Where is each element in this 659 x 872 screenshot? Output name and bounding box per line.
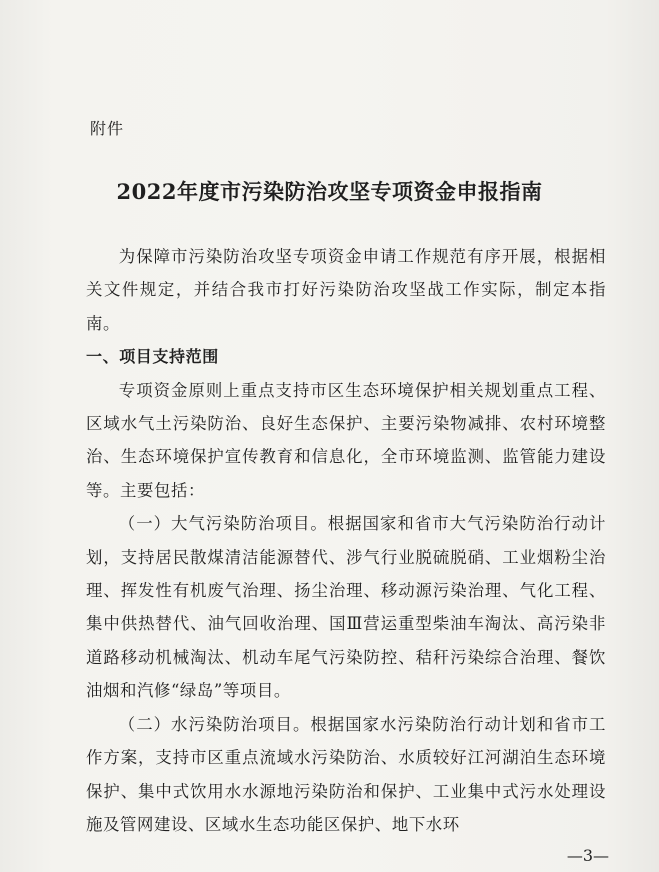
- document-title: 2022年度市污染防治攻坚专项资金申报指南: [116, 179, 543, 204]
- section-heading: 一、项目支持范围: [86, 347, 219, 367]
- page-number: —3—: [566, 846, 609, 865]
- attachment-label: 附件: [90, 119, 125, 138]
- water-pollution-paragraph: （二）水污染防治项目。根据国家水污染防治行动计划和省市工作方案，支持市区重点流域水污染防治、水质较好江河湖泊生态环境保护、集中式饮用水水源地污染防治和保护、工业集中式污水处理设施及管网建设、区域水生态功能区保护、地下水环: [86, 714, 606, 834]
- document-body: [86, 240, 606, 841]
- air-pollution-paragraph: （一）大气污染防治项目。根据国家和省市大气污染防治行动计划，支持居民散煤清洁能源替代、涉气行业脱硫脱硝、工业烟粉尘治理、挥发性有机废气治理、扬尘治理、移动源污染治理、气化工程、集中供热替代、油气回收治理、国Ⅲ营运重型柴油车淘汰、高污染非道路移动机械淘汰、机动车尾气污染防控、秸秆污染综合治理、餐饮油烟和汽修“绿岛”等项目。: [86, 514, 606, 701]
- scope-paragraph: 专项资金原则上重点支持市区生态环境保护相关规划重点工程、区域水气土污染防治、良好生态保护、主要污染物减排、农村环境整治、生态环境保护宣传教育和信息化，全市环境监测、监管能力建设等。主要包括：: [86, 380, 606, 500]
- intro-paragraph: 为保障市污染防治攻坚专项资金申请工作规范有序开展，根据相关文件规定，并结合我市打好污染防治攻坚战工作实际，制定本指南。: [86, 247, 606, 333]
